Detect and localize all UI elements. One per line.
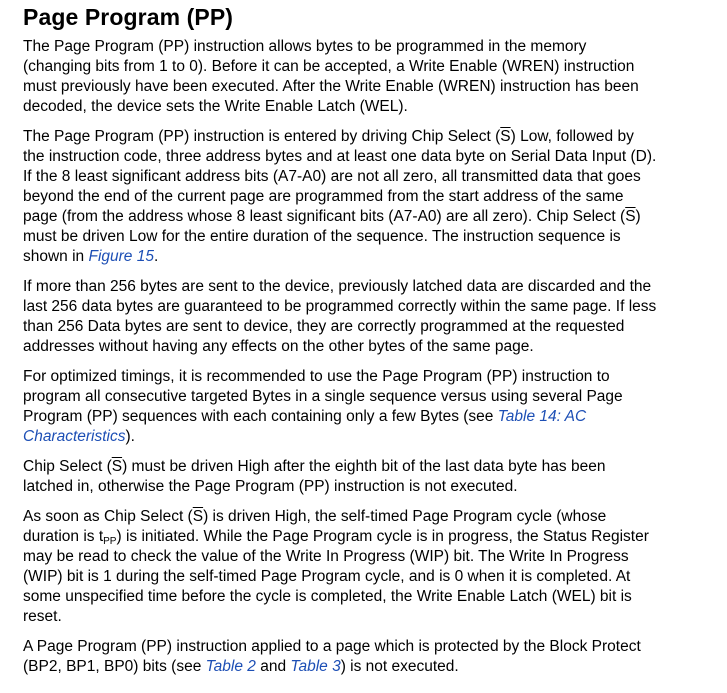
paragraph-overflow: If more than 256 bytes are sent to the device, previously latched data are discarded and the last 256 data bytes are guaranteed to be programmed correctly within the same page. If less than 256 Data bytes are sent to device, they are correctly programmed at the requested addresses without having any effects on the other bytes of the same page. (23, 278, 657, 355)
text-run: Chip Select ( (23, 458, 112, 475)
text-run: . (153, 248, 159, 265)
chip-select-symbol: $\overline{S}$ (500, 128, 511, 145)
text-run: ) Low, followed by the instruction code, three address bytes and at least one data byte on Serial Data Input (D). If the 8 least significant address bits (A7-A0) are not all zero, all transmitted data that goes beyond the end of the current page are programmed from the start address of the same page (from the address whose 8 least significant bits (A7-A0) are all zero). Chip Select ( (23, 128, 657, 225)
text-run: and (255, 658, 291, 675)
tpp-subscript: PP (103, 536, 117, 547)
text-run: ) is initiated. While the Page Program cycle is in progress, the Status Register may be read to check the value of the Write In Progress (WIP) bit. The Write In Progress (WIP) bit is 1 during the self-timed Page Program cycle, and is 0 when it is completed. At some unspecified time before the cycle is completed, the Write Enable Latch (WEL) bit is reset. (23, 528, 649, 625)
paragraph-chip-select-high (23, 457, 723, 497)
chip-select-symbol: $\overline{S}$ (192, 508, 204, 525)
text-run: ) is driven High, the self-timed Page Program cycle (whose duration is t (23, 508, 607, 545)
paragraph-intro: The Page Program (PP) instruction allows bytes to be programmed in the memory (changing bits from 1 to 0). Before it can be accepted, a Write Enable (WREN) instruction must previously have been executed. After the Write Enable (WREN) instruction has been decoded, the device sets the Write Enable Latch (WEL). (23, 38, 639, 115)
paragraph-program-cycle (23, 507, 723, 627)
table-3-link[interactable]: Table 3 (290, 658, 341, 675)
text-run: ). (125, 428, 135, 445)
text-run: ) must be driven High after the eighth bit of the last data byte has been latched in, otherwise the Page Program (PP) instruction is not executed. (23, 458, 606, 495)
table-2-link[interactable]: Table 2 (205, 658, 256, 675)
text-run: As soon as Chip Select ( (23, 508, 193, 525)
chip-select-symbol: $\overline{S}$ (625, 208, 636, 225)
text-run: A Page Program (PP) instruction applied to a page which is protected by the Block Protect (BP2, BP1, BP0) bits (see (23, 638, 641, 675)
figure-15-link[interactable]: Figure 15 (88, 248, 154, 265)
text-run: ) must be driven Low for the entire duration of the sequence. The instruction sequence is shown in (23, 208, 641, 265)
paragraph-timings (23, 367, 723, 447)
text-run: The Page Program (PP) instruction is entered by driving Chip Select ( (23, 128, 501, 145)
paragraph-sequence (23, 127, 723, 267)
table-14-link[interactable]: Table 14: AC Characteristics (23, 408, 587, 445)
text-run: For optimized timings, it is recommended to use the Page Program (PP) instruction to program all consecutive targeted Bytes in a single sequence versus using several Page Program (PP) sequences with each containing only a few Bytes (see (23, 368, 623, 425)
section-heading: Page Program (PP) (23, 4, 234, 30)
chip-select-symbol: $\overline{S}$ (111, 458, 123, 475)
text-run: ) is not executed. (340, 658, 459, 675)
document-page (23, 0, 723, 687)
paragraph-protected (23, 637, 723, 677)
